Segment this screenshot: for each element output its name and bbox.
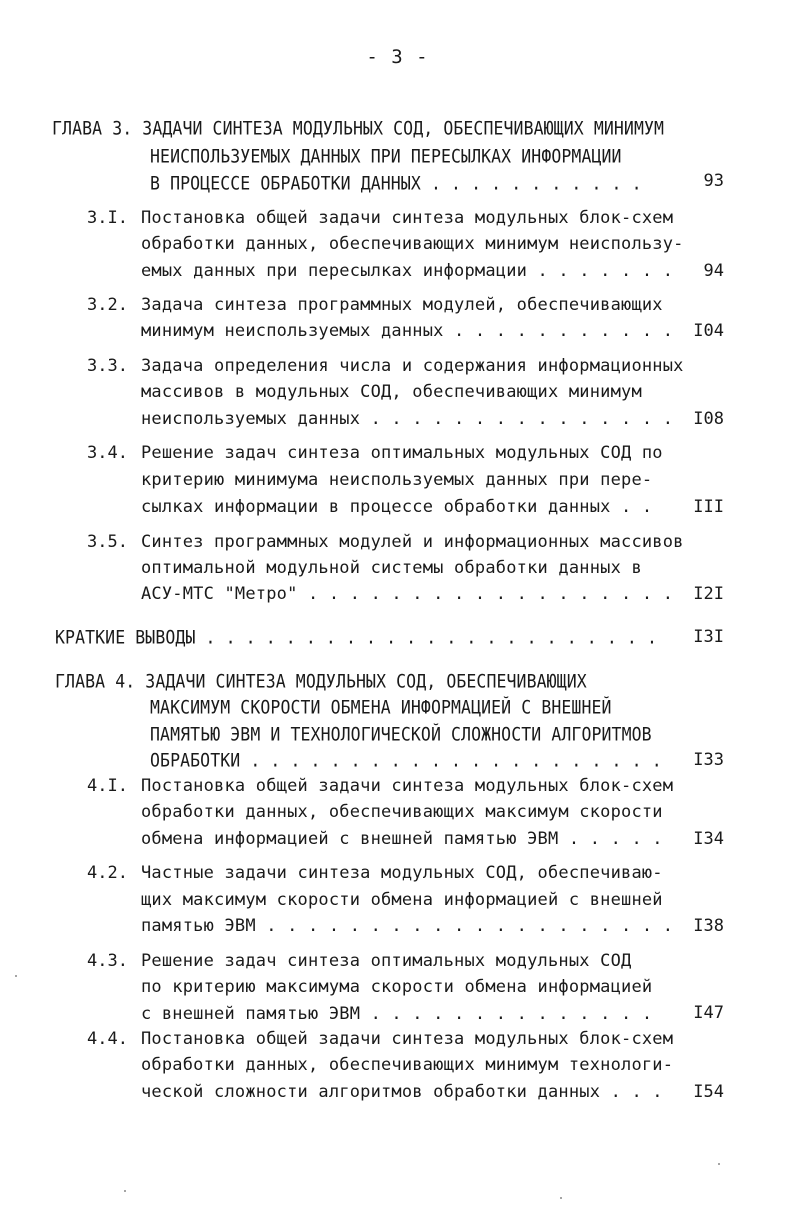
chapter-4-page: I33 <box>693 750 724 770</box>
section-number: 4.3. <box>87 951 128 971</box>
chapter-3-title-line-2: НЕИСПОЛЬЗУЕМЫХ ДАННЫХ ПРИ ПЕРЕСЫЛКАХ ИНФОРМАЦИИ <box>150 145 622 168</box>
section-title-line-2: по критерию максимума скорости обмена информацией <box>141 977 653 997</box>
chapter-3-title-line-3: В ПРОЦЕССЕ ОБРАБОТКИ ДАННЫХ . . . . . . . . . . . <box>150 172 642 195</box>
chapter-4-title-line-3: ПАМЯТЬЮ ЭВМ И ТЕХНОЛОГИЧЕСКОЙ СЛОЖНОСТИ АЛГОРИТМОВ <box>150 723 652 746</box>
section-title-line-2: минимум неиспользуемых данных . . . . . . . . . . . <box>141 321 674 341</box>
section-page: I38 <box>693 916 724 936</box>
chapter-3-title-line-1: ГЛАВА 3. ЗАДАЧИ СИНТЕЗА МОДУЛЬНЫХ СОД, ОБЕСПЕЧИВАЮЩИХ МИНИМУМ <box>52 117 665 140</box>
section-number: 3.4. <box>87 443 128 463</box>
section-title-line-3: емых данных при пересылках информации . . . . . . . <box>141 261 674 281</box>
section-page: I34 <box>693 829 724 849</box>
section-page: I04 <box>693 321 724 341</box>
section-title-line-1: Синтез программных модулей и информационных массивов <box>141 532 684 552</box>
section-title-line-1: Задача синтеза программных модулей, обеспечивающих <box>141 295 663 315</box>
chapter-4-title-line-4: ОБРАБОТКИ . . . . . . . . . . . . . . . . . . . . . <box>150 749 662 772</box>
section-title-line-2: обработки данных, обеспечивающих минимум технологи- <box>141 1055 674 1075</box>
section-number: 3.3. <box>87 356 128 376</box>
section-title-line-3: АСУ-МТС "Метро" . . . . . . . . . . . . . . . . . . <box>141 584 674 604</box>
section-title-line-1: Решение задач синтеза оптимальных модульных СОД <box>141 951 632 971</box>
section-title-line-2: критерию минимума неиспользуемых данных при пере- <box>141 470 653 490</box>
section-title-line-2: оптимальной модульной системы обработки данных в <box>141 558 642 578</box>
chapter-4-title-line-2: МАКСИМУМ СКОРОСТИ ОБМЕНА ИНФОРМАЦИЕЙ С ВНЕШНЕЙ <box>150 696 612 719</box>
section-page: III <box>693 497 724 517</box>
section-title-line-1: Решение задач синтеза оптимальных модульных СОД по <box>141 443 663 463</box>
section-title-line-1: Постановка общей задачи синтеза модульных блок-схем <box>141 1029 674 1049</box>
section-title-line-1: Постановка общей задачи синтеза модульных блок-схем <box>141 776 674 796</box>
scan-speck <box>15 975 17 977</box>
scan-speck <box>124 1190 126 1192</box>
section-title-line-1: Постановка общей задачи синтеза модульных блок-схем <box>141 208 674 228</box>
chapter-3-page: 93 <box>703 171 724 191</box>
section-number: 4.I. <box>87 776 128 796</box>
section-title-line-3: неиспользуемых данных . . . . . . . . . . . . . . . <box>141 409 674 429</box>
scan-speck <box>718 1163 720 1165</box>
section-number: 3.5. <box>87 532 128 552</box>
section-title-line-2: обработки данных, обеспечивающих максимум скорости <box>141 802 663 822</box>
section-page: I54 <box>693 1082 724 1102</box>
section-title-line-3: обмена информацией с внешней памятью ЭВМ . . . . . <box>141 829 663 849</box>
section-number: 4.4. <box>87 1029 128 1049</box>
section-page: I2I <box>693 584 724 604</box>
section-title-line-3: ческой сложности алгоритмов обработки данных . . . <box>141 1082 663 1102</box>
section-page: I47 <box>693 1003 724 1023</box>
summary-page: I3I <box>693 627 724 647</box>
section-title-line-1: Частные задачи синтеза модульных СОД, обеспечиваю- <box>141 863 663 883</box>
summary-title: КРАТКИЕ ВЫВОДЫ . . . . . . . . . . . . . . . . . . . . . . . <box>55 626 658 649</box>
section-number: 3.I. <box>87 208 128 228</box>
section-title-line-3: сылках информации в процессе обработки данных . . <box>141 497 653 517</box>
section-title-line-3: памятью ЭВМ . . . . . . . . . . . . . . . . . . . . <box>141 916 674 936</box>
chapter-4-title-line-1: ГЛАВА 4. ЗАДАЧИ СИНТЕЗА МОДУЛЬНЫХ СОД, ОБЕСПЕЧИВАЮЩИХ <box>55 670 587 693</box>
section-page: 94 <box>703 261 724 281</box>
section-title-line-2: щих максимум скорости обмена информацией с внешней <box>141 890 663 910</box>
section-number: 4.2. <box>87 863 128 883</box>
section-title-line-3: с внешней памятью ЭВМ . . . . . . . . . . . . . . <box>141 1004 653 1024</box>
section-title-line-1: Задача определения числа и содержания информационных <box>141 356 684 376</box>
section-page: I08 <box>693 409 724 429</box>
section-title-line-2: массивов в модульных СОД, обеспечивающих минимум <box>141 382 642 402</box>
scan-speck <box>560 1197 562 1199</box>
page-number: - 3 - <box>366 46 429 68</box>
section-title-line-2: обработки данных, обеспечивающих минимум неиспользу- <box>141 234 684 254</box>
section-number: 3.2. <box>87 295 128 315</box>
